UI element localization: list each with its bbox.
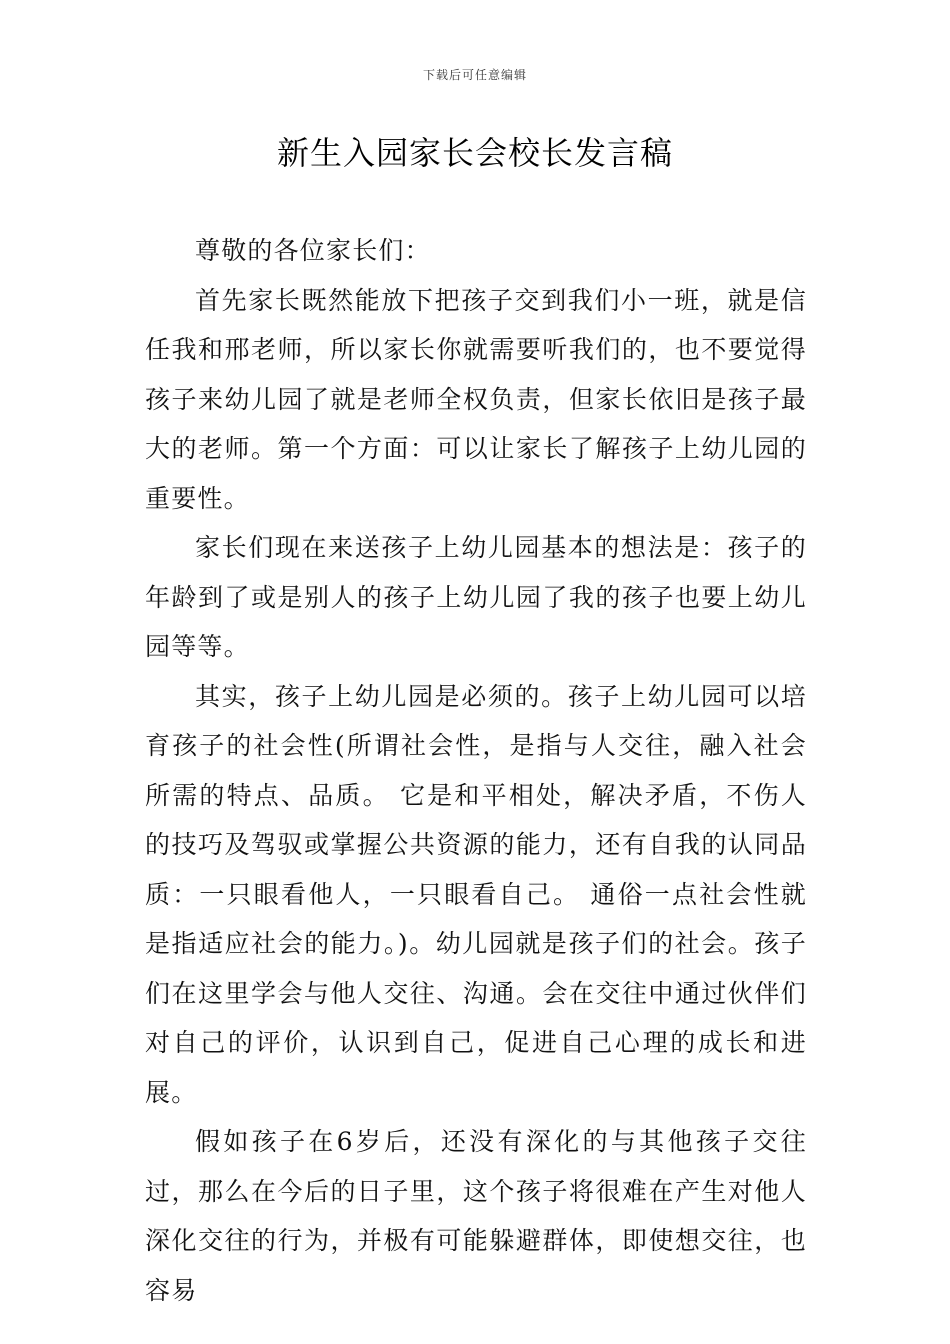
header-note: 下载后可任意编辑 xyxy=(422,68,527,82)
body-paragraph: 其实，孩子上幼儿园是必须的。孩子上幼儿园可以培育孩子的社会性(所谓社会性，是指与人交往，融入社会所需的特点、品质。 它是和平相处，解决矛盾，不伤人的技巧及驾驭或掌握公共资源的能力，还有自我的认同品质：一只眼看他人，一只眼看自己。 通俗一点社会性就是指适应社会的能力。)。幼儿园就是孩子们的社会。孩子们在这里学会与他人交往、沟通。会在交往中通过伙伴们对自己的评价，认识到自己，促进自己心理的成长和进展。 xyxy=(145,681,807,1107)
body-paragraph: 假如孩子在6岁后，还没有深化的与其他孩子交往过，那么在今后的日子里，这个孩子将很难在产生对他人深化交往的行为，并极有可能躲避群体，即使想交往，也容易 xyxy=(145,1127,807,1305)
body-paragraph: 家长们现在来送孩子上幼儿园基本的想法是：孩子的年龄到了或是别人的孩子上幼儿园了我的孩子也要上幼儿园等等。 xyxy=(145,533,807,661)
body-paragraph: 首先家长既然能放下把孩子交到我们小一班，就是信任我和邢老师，所以家长你就需要听我们的，也不要觉得孩子来幼儿园了就是老师全权负责，但家长依旧是孩子最大的老师。第一个方面：可以让家长了解孩子上幼儿园的重要性。 xyxy=(145,285,807,513)
salutation-paragraph: 尊敬的各位家长们： xyxy=(195,236,431,265)
document-title: 新生入园家长会校长发言稿 xyxy=(276,134,673,172)
document-body xyxy=(145,226,807,1315)
